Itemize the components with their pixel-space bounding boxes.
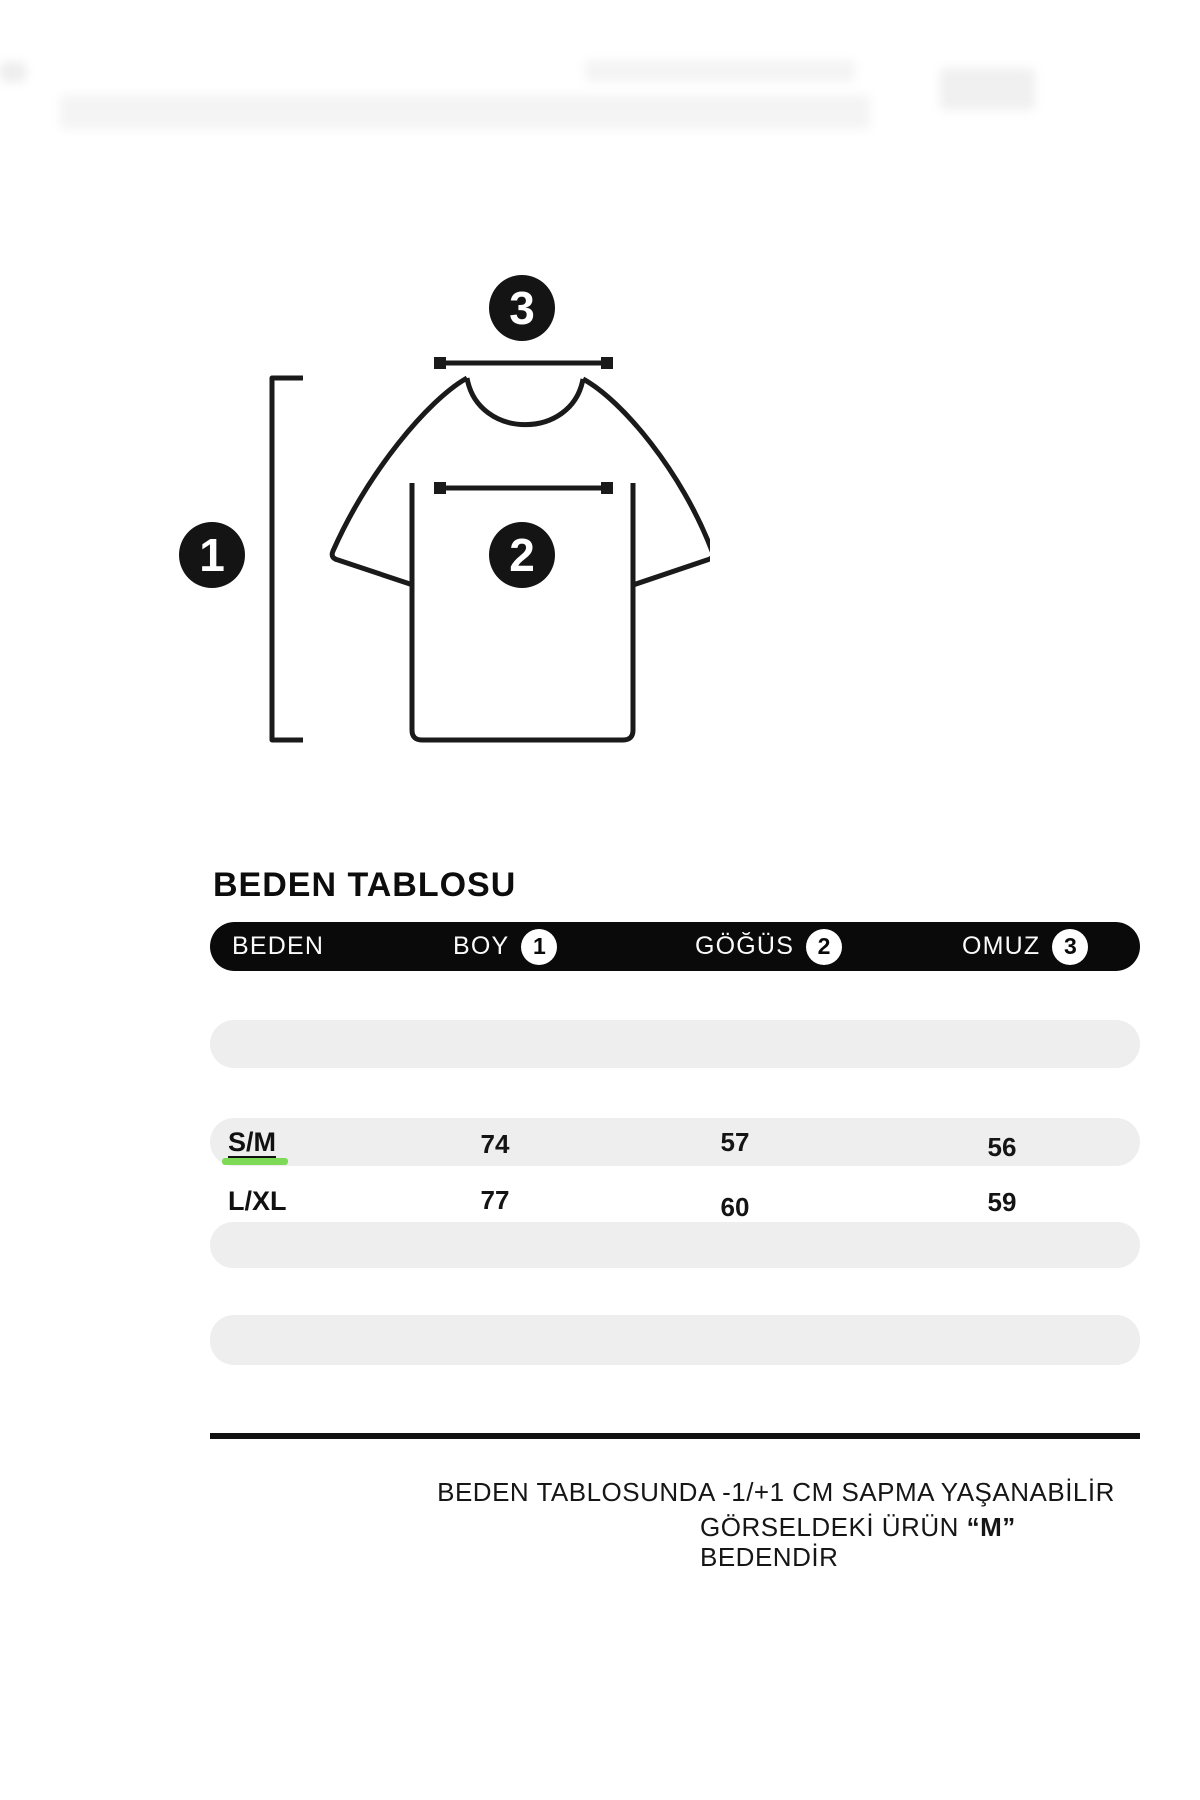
empty-row [210, 1020, 1140, 1068]
header-cell-beden [232, 922, 324, 971]
marker-2-label: 2 [509, 529, 535, 581]
model-size-value: “M” [966, 1512, 1016, 1542]
scan-artifact [940, 68, 1035, 110]
cell-lxl-omuz: 59 [987, 1187, 1017, 1217]
divider-line [210, 1433, 1140, 1439]
scan-artifact [60, 95, 870, 129]
table-row-sm [210, 1118, 1140, 1166]
cell-sm-boy: 74 [480, 1129, 510, 1159]
size-table-title: BEDEN TABLOSU [213, 866, 517, 904]
cell-sm-omuz: 56 [987, 1132, 1017, 1162]
header-cell-gogus [695, 922, 842, 971]
size-label-lxl: L/XL [228, 1186, 287, 1216]
size-table-header [210, 922, 1140, 971]
header-cell-boy [453, 922, 557, 971]
header-cell-omuz [962, 922, 1088, 971]
cell-sm-gogus: 57 [720, 1127, 750, 1157]
model-size-note [700, 1512, 1016, 1572]
header-label-omuz: OMUZ [962, 932, 1041, 960]
header-marker-1: 1 [521, 929, 557, 965]
header-marker-2: 2 [806, 929, 842, 965]
tshirt-body [412, 483, 633, 740]
header-label-beden: BEDEN [232, 932, 325, 960]
cell-lxl-gogus: 60 [720, 1192, 750, 1222]
tshirt-left-sleeve [332, 378, 467, 585]
length-bracket [272, 378, 303, 740]
size-label-sm: S/M [228, 1127, 277, 1157]
header-label-boy: BOY [453, 932, 510, 960]
model-size-note-prefix: GÖRSELDEKİ ÜRÜN [700, 1512, 967, 1542]
empty-row [210, 1222, 1140, 1268]
marker-3-label: 3 [509, 282, 535, 334]
empty-row [210, 1315, 1140, 1365]
marker-1-label: 1 [199, 529, 225, 581]
tshirt-neckline [467, 378, 583, 425]
tshirt-measurement-diagram [150, 240, 710, 780]
diagram-markers [179, 275, 555, 588]
selected-size-underline [222, 1158, 288, 1165]
table-row-lxl [210, 1184, 1140, 1222]
scan-artifact [585, 60, 855, 82]
header-label-gogus: GÖĞÜS [695, 932, 795, 960]
header-marker-3: 3 [1052, 929, 1088, 965]
model-size-note-suffix: BEDENDİR [700, 1542, 839, 1572]
cell-lxl-boy: 77 [480, 1185, 510, 1215]
scan-artifact [0, 62, 26, 82]
tolerance-note: BEDEN TABLOSUNDA -1/+1 CM SAPMA YAŞANABİLİR [437, 1477, 1115, 1507]
